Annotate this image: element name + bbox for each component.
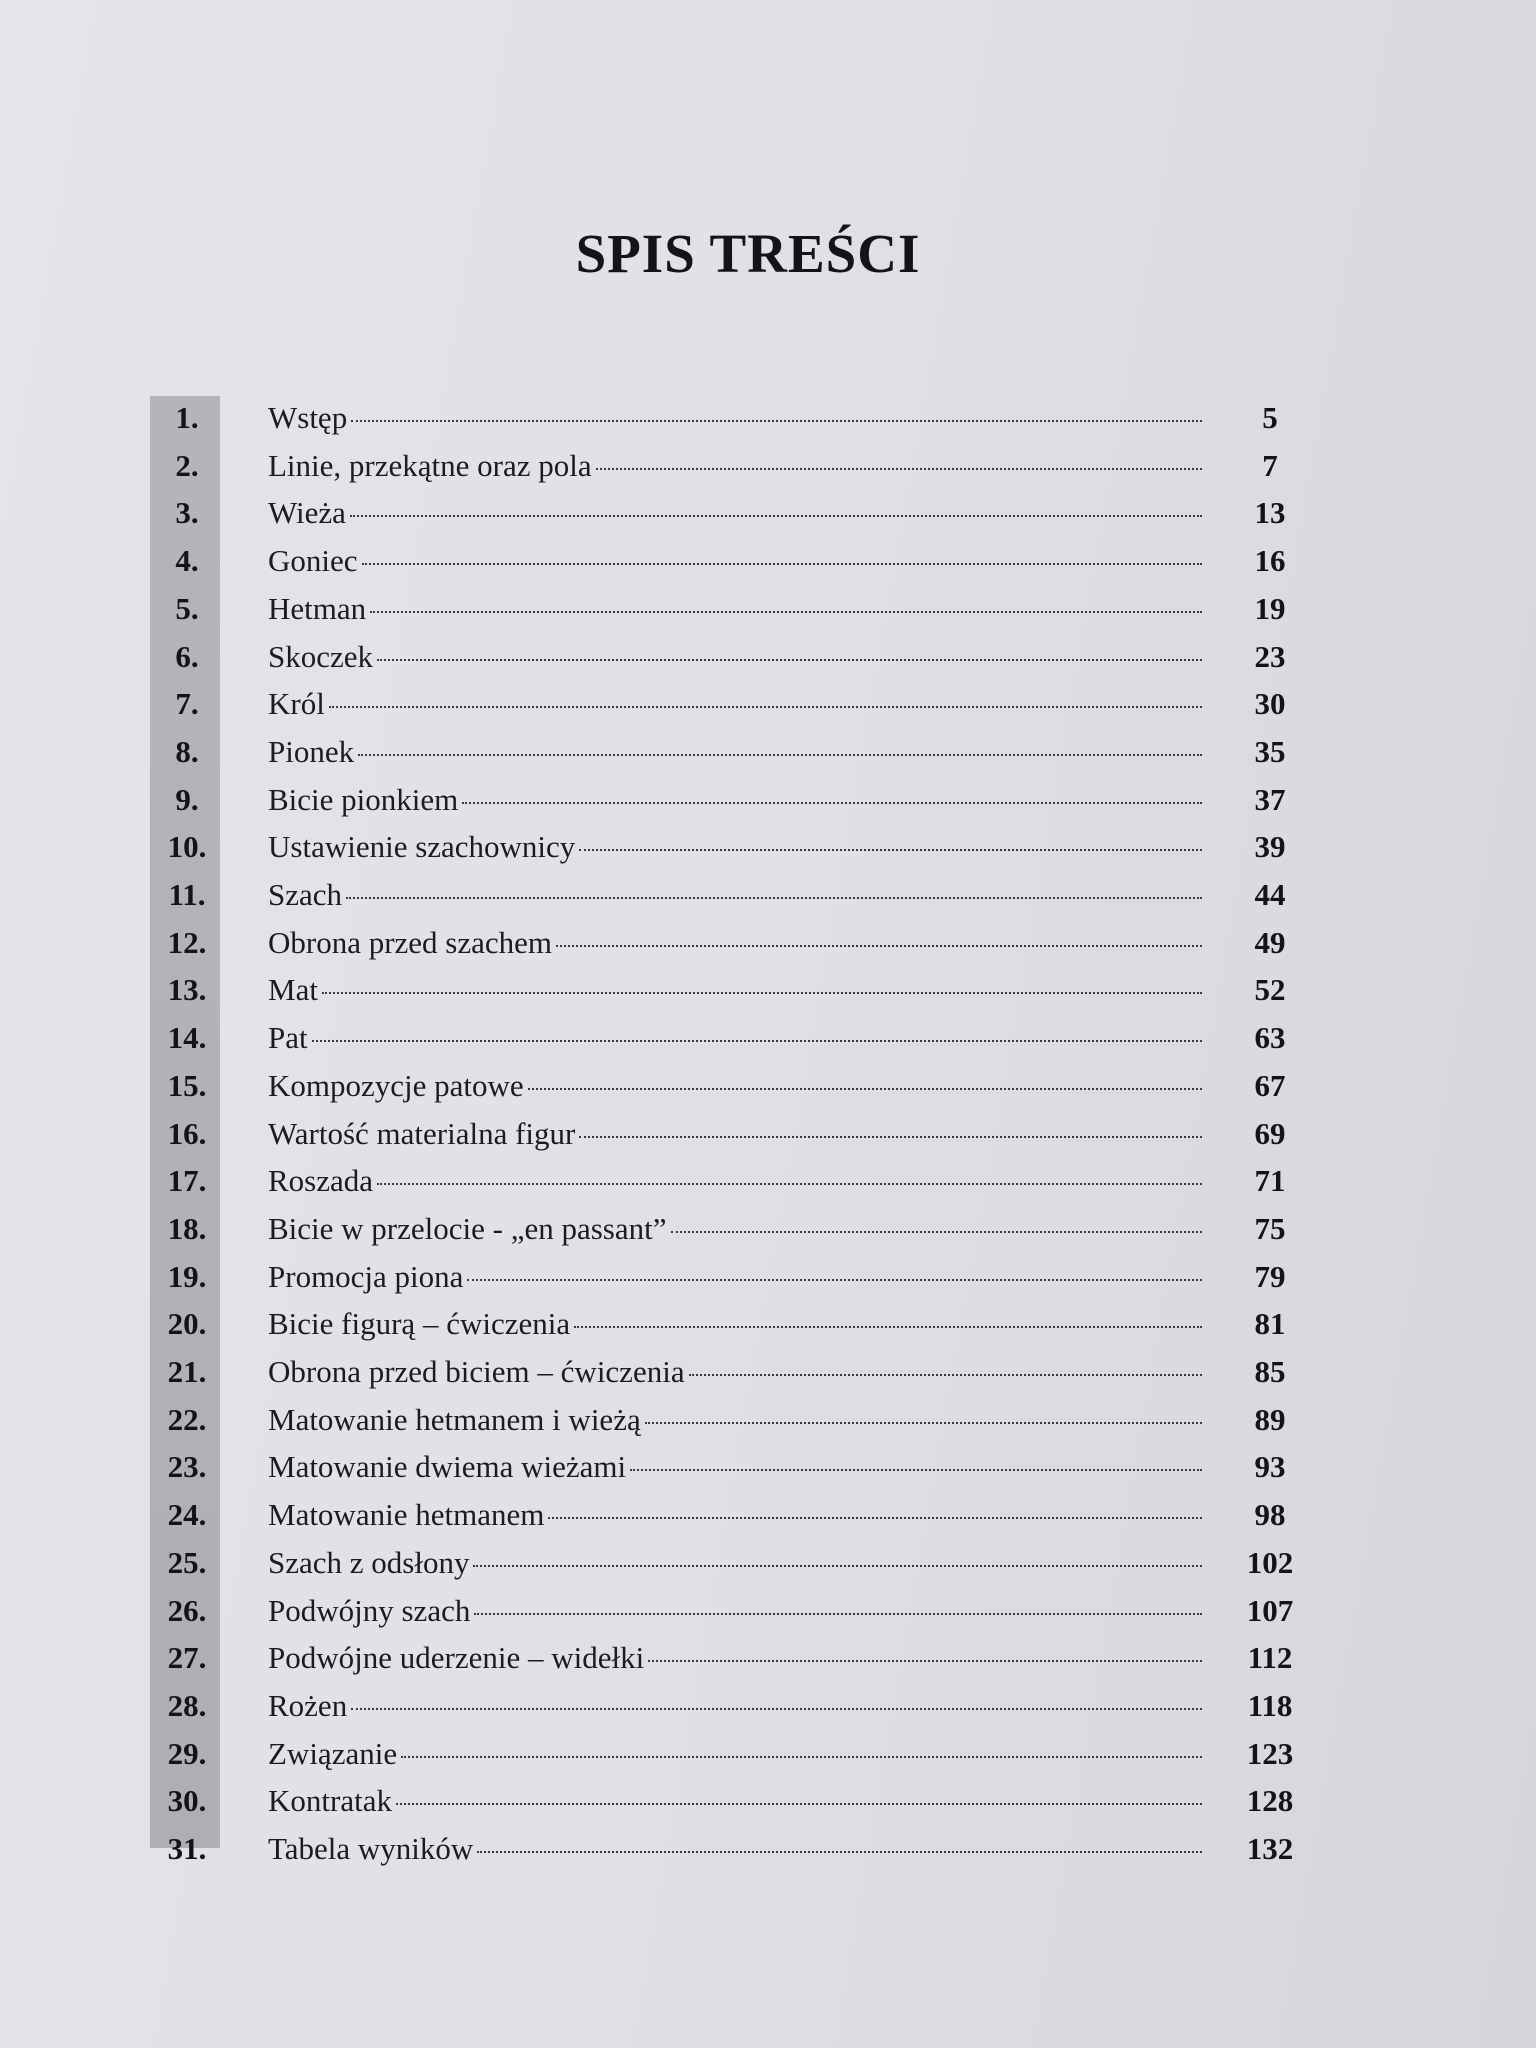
entry-label — [268, 400, 1202, 436]
entry-label — [268, 1306, 1202, 1342]
toc-entry — [150, 1736, 1320, 1772]
toc-entry — [150, 782, 1320, 818]
entry-title: Pat — [268, 1020, 308, 1056]
dot-leader — [312, 1040, 1202, 1042]
entry-page-number: 5 — [1262, 400, 1278, 435]
entry-title: Król — [268, 686, 325, 722]
entry-page-number: 49 — [1254, 924, 1286, 960]
dot-leader — [370, 611, 1202, 613]
entry-title: Tabela wyników — [268, 1831, 474, 1866]
dot-leader — [351, 1708, 1202, 1710]
toc-entry — [150, 543, 1320, 579]
entry-number: 1. — [175, 400, 199, 435]
table-of-contents — [150, 396, 1320, 1866]
entry-number: 24. — [167, 1497, 207, 1533]
entry-label — [268, 448, 1202, 484]
entry-page-number: 102 — [1246, 1544, 1294, 1580]
entry-label — [268, 1736, 1202, 1772]
entry-label — [268, 686, 1202, 722]
entry-title: Bicie w przelocie - „en passant” — [268, 1210, 667, 1246]
toc-entry — [150, 1163, 1320, 1199]
toc-entry — [150, 639, 1320, 675]
entry-number: 25. — [167, 1544, 207, 1580]
entry-title: Rożen — [268, 1687, 348, 1723]
entry-number: 5. — [175, 590, 199, 626]
entry-title: Podwójny szach — [268, 1592, 471, 1628]
entry-label — [268, 877, 1202, 913]
entry-title: Bicie pionkiem — [268, 781, 459, 817]
toc-entry — [150, 400, 1320, 436]
entry-number: 11. — [168, 877, 206, 912]
toc-entry — [150, 1259, 1320, 1295]
entry-number: 30. — [167, 1783, 207, 1819]
toc-entry — [150, 1783, 1320, 1819]
entry-page-number: 35 — [1254, 733, 1286, 769]
entry-title: Mat — [268, 972, 318, 1008]
entry-page-number: 30 — [1254, 686, 1286, 722]
page-title: SPIS TREŚCI — [575, 223, 921, 284]
entry-title: Kompozycje patowe — [268, 1067, 524, 1103]
entry-page-number: 39 — [1254, 829, 1286, 865]
entry-label — [268, 1783, 1202, 1819]
entry-label — [268, 1116, 1202, 1152]
entry-page-number: 79 — [1254, 1258, 1286, 1294]
dot-leader — [671, 1231, 1202, 1233]
entry-page-number: 98 — [1254, 1497, 1286, 1533]
entry-page-number: 23 — [1254, 638, 1286, 674]
entry-number: 4. — [175, 543, 199, 579]
entry-page-number: 7 — [1262, 447, 1278, 483]
toc-entry — [150, 829, 1320, 865]
entry-page-number: 93 — [1254, 1449, 1286, 1485]
toc-entry — [150, 1640, 1320, 1676]
dot-leader — [329, 706, 1202, 708]
entry-label — [268, 1163, 1202, 1199]
toc-entry — [150, 1354, 1320, 1390]
entry-title: Wstęp — [268, 400, 348, 435]
dot-leader — [630, 1469, 1202, 1471]
entry-number: 2. — [175, 447, 199, 483]
dot-leader — [473, 1565, 1202, 1567]
entry-title: Matowanie dwiema wieżami — [268, 1449, 627, 1485]
entry-page-number: 63 — [1254, 1020, 1286, 1056]
entry-page-number: 16 — [1254, 543, 1286, 579]
entry-label — [268, 591, 1202, 627]
dot-leader — [528, 1088, 1202, 1090]
entry-number: 12. — [167, 924, 207, 960]
entry-label — [268, 782, 1202, 818]
entry-label — [268, 1593, 1202, 1629]
entry-number: 13. — [167, 972, 207, 1008]
entry-number: 26. — [167, 1592, 207, 1628]
entry-label — [268, 1402, 1202, 1438]
toc-entry — [150, 1020, 1320, 1056]
entry-page-number: 81 — [1254, 1306, 1286, 1342]
toc-entry — [150, 925, 1320, 961]
toc-entry — [150, 1688, 1320, 1724]
entry-number: 23. — [167, 1449, 207, 1485]
entry-number: 9. — [175, 781, 199, 817]
entry-page-number: 123 — [1246, 1735, 1294, 1771]
dot-leader — [377, 1183, 1202, 1185]
entry-label — [268, 1497, 1202, 1533]
dot-leader — [467, 1279, 1202, 1281]
toc-entry — [150, 972, 1320, 1008]
entry-page-number: 75 — [1254, 1210, 1286, 1246]
toc-entry — [150, 448, 1320, 484]
entry-page-number: 107 — [1246, 1592, 1294, 1628]
entry-label — [268, 543, 1202, 579]
dot-leader — [579, 1136, 1202, 1138]
entry-page-number: 19 — [1254, 590, 1286, 626]
dot-leader — [474, 1613, 1202, 1615]
toc-entry — [150, 1497, 1320, 1533]
toc-entry — [150, 1402, 1320, 1438]
entry-page-number: 44 — [1254, 877, 1286, 912]
entry-label — [268, 972, 1202, 1008]
toc-entry — [150, 877, 1320, 913]
entry-page-number: 69 — [1254, 1115, 1286, 1151]
entry-title: Podwójne uderzenie – widełki — [268, 1640, 645, 1676]
entry-number: 15. — [167, 1067, 207, 1103]
entry-number: 31. — [167, 1831, 207, 1866]
entry-page-number: 67 — [1254, 1067, 1286, 1103]
entry-title: Kontratak — [268, 1783, 392, 1819]
toc-entry — [150, 1211, 1320, 1247]
entry-number: 16. — [167, 1115, 207, 1151]
entry-label — [268, 1020, 1202, 1056]
entry-title: Matowanie hetmanem i wieżą — [268, 1401, 641, 1437]
entry-label — [268, 1831, 1202, 1867]
toc-entry — [150, 686, 1320, 722]
entry-page-number: 128 — [1246, 1783, 1294, 1819]
entry-label — [268, 1068, 1202, 1104]
entry-number: 17. — [167, 1163, 207, 1199]
entry-number: 21. — [167, 1354, 207, 1389]
toc-entry — [150, 1545, 1320, 1581]
entry-title: Skoczek — [268, 638, 374, 674]
dot-leader — [358, 754, 1202, 756]
dot-leader — [351, 420, 1202, 422]
dot-leader — [579, 849, 1202, 851]
dot-leader — [346, 897, 1202, 899]
entry-title: Hetman — [268, 590, 367, 626]
entry-title: Linie, przekątne oraz pola — [268, 447, 592, 483]
toc-entry — [150, 495, 1320, 531]
entry-label — [268, 829, 1202, 865]
entry-number: 27. — [167, 1640, 207, 1676]
entry-title: Bicie figurą – ćwiczenia — [268, 1306, 571, 1342]
entry-page-number: 52 — [1254, 972, 1286, 1008]
entry-label — [268, 734, 1202, 770]
dot-leader — [548, 1517, 1202, 1519]
entry-number: 3. — [175, 495, 199, 531]
entry-page-number: 37 — [1254, 781, 1286, 817]
entry-title: Roszada — [268, 1163, 374, 1199]
entry-number: 10. — [167, 829, 207, 865]
dot-leader — [596, 468, 1202, 470]
toc-entry — [150, 1116, 1320, 1152]
entry-page-number: 112 — [1247, 1640, 1293, 1676]
dot-leader — [396, 1803, 1202, 1805]
toc-entry — [150, 591, 1320, 627]
entry-page-number: 71 — [1254, 1163, 1286, 1199]
entry-title: Wartość materialna figur — [268, 1115, 576, 1151]
dot-leader — [689, 1374, 1202, 1376]
entry-label — [268, 1545, 1202, 1581]
toc-entry — [150, 1068, 1320, 1104]
dot-leader — [322, 992, 1202, 994]
dot-leader — [362, 563, 1202, 565]
entry-label — [268, 1688, 1202, 1724]
entry-title: Związanie — [268, 1735, 398, 1771]
entry-title: Matowanie hetmanem — [268, 1497, 545, 1533]
entry-number: 7. — [175, 686, 199, 722]
entry-label — [268, 495, 1202, 531]
dot-leader — [350, 515, 1202, 517]
entry-number: 20. — [167, 1306, 207, 1342]
entry-number: 28. — [167, 1687, 207, 1723]
dot-leader — [462, 802, 1202, 804]
entry-number: 18. — [167, 1210, 207, 1246]
entry-label — [268, 1211, 1202, 1247]
toc-entry — [150, 1831, 1320, 1867]
entry-page-number: 132 — [1246, 1831, 1294, 1866]
entry-number: 6. — [175, 638, 199, 674]
entry-number: 29. — [167, 1735, 207, 1771]
entry-title: Obrona przed biciem – ćwiczenia — [268, 1354, 685, 1389]
dot-leader — [401, 1756, 1202, 1758]
entry-title: Ustawienie szachownicy — [268, 829, 576, 865]
entry-page-number: 118 — [1247, 1687, 1293, 1723]
entry-number: 8. — [175, 733, 199, 769]
entry-title: Szach z odsłony — [268, 1544, 470, 1580]
toc-entry — [150, 734, 1320, 770]
entry-label — [268, 1259, 1202, 1295]
entry-title: Promocja piona — [268, 1258, 464, 1294]
entry-title: Szach — [268, 877, 343, 912]
entry-number: 22. — [167, 1401, 207, 1437]
dot-leader — [645, 1422, 1202, 1424]
entry-title: Goniec — [268, 543, 358, 579]
entry-title: Wieża — [268, 495, 346, 531]
entry-label — [268, 1640, 1202, 1676]
dot-leader — [477, 1851, 1202, 1853]
toc-entry — [150, 1449, 1320, 1485]
dot-leader — [648, 1660, 1202, 1662]
toc-entry — [150, 1306, 1320, 1342]
entry-page-number: 85 — [1254, 1354, 1286, 1389]
entry-label — [268, 1449, 1202, 1485]
dot-leader — [556, 945, 1202, 947]
entry-page-number: 89 — [1254, 1401, 1286, 1437]
dot-leader — [574, 1326, 1202, 1328]
entry-title: Obrona przed szachem — [268, 924, 553, 960]
entry-label — [268, 1354, 1202, 1390]
entry-title: Pionek — [268, 733, 355, 769]
toc-entry — [150, 1593, 1320, 1629]
entry-page-number: 13 — [1254, 495, 1286, 531]
entry-number: 19. — [167, 1258, 207, 1294]
entry-number: 14. — [167, 1020, 207, 1056]
entry-label — [268, 639, 1202, 675]
dot-leader — [377, 659, 1202, 661]
entry-label — [268, 925, 1202, 961]
